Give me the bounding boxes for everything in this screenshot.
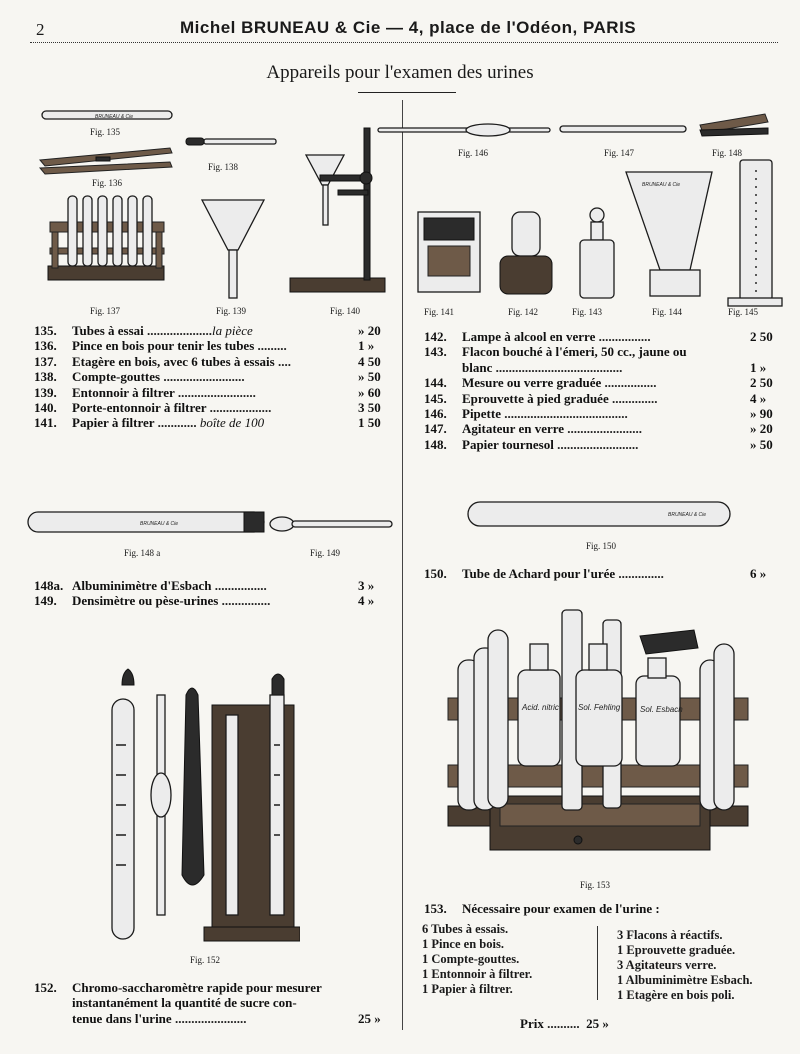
caption-fig-147: Fig. 147	[604, 148, 635, 158]
list-item: blanc ....................................... 1 »	[462, 359, 767, 375]
mid-illustrations	[0, 500, 800, 550]
test-tube-illustration	[42, 111, 172, 120]
price-list-right	[424, 329, 784, 452]
reagent-label-fehling: Sol. Fehling	[578, 703, 621, 712]
price-list-item-152: 152. Chromo-saccharomètre rapide pour mesurer instantanément la quantité de sucre con- tenue dans l'urine ...................... 25 »	[34, 980, 392, 1026]
funnel-illustration	[202, 200, 264, 298]
kit-item: 3 Flacons à réactifs.	[617, 928, 723, 942]
list-item: 140. Porte-entonnoir à filtrer ................... 3 50	[34, 400, 381, 416]
list-item: 143. Flacon bouché à l'émeri, 50 cc., jaune ou	[424, 344, 687, 360]
caption-fig-137: Fig. 137	[90, 306, 121, 316]
page-title: Appareils pour l'examen des urines	[266, 62, 534, 83]
alcohol-lamp-illustration	[500, 212, 552, 294]
funnel-holder-illustration	[290, 128, 385, 292]
price-list-item-153	[424, 901, 784, 916]
kit-brace	[597, 926, 598, 1000]
kit-item: 6 Tubes à essais.	[422, 922, 509, 936]
caption-fig-142: Fig. 142	[508, 307, 539, 317]
reagent-label-esbach: Sol. Esbach	[640, 705, 683, 714]
kit-item: 1 Albuminimètre Esbach.	[617, 973, 753, 987]
list-item: 147. Agitateur en verre ....................... » 20	[424, 421, 773, 437]
list-item: 148. Papier tournesol ......................... » 50	[424, 436, 773, 452]
kit-item: 1 Papier à filtrer.	[422, 982, 513, 996]
graduated-cylinder-illustration	[728, 160, 782, 306]
kit-item: 1 Etagère en bois poli.	[617, 988, 735, 1002]
list-item: 148a. Albuminimètre d'Esbach ................ 3 »	[34, 578, 375, 593]
caption-fig-146: Fig. 146	[458, 148, 489, 158]
list-item: 144. Mesure ou verre graduée ................ 2 50	[424, 375, 773, 391]
densimeter-illustration	[270, 517, 392, 531]
kit-item: 3 Agitateurs verre.	[617, 958, 717, 972]
caption-fig-135: Fig. 135	[90, 127, 121, 137]
list-item: 150. Tube de Achard pour l'urée .............. 6 »	[424, 566, 767, 581]
filter-paper-box-illustration	[418, 212, 480, 292]
header-rule	[30, 42, 778, 43]
kit-item: 1 Eprouvette graduée.	[617, 943, 736, 957]
caption-fig-145: Fig. 145	[728, 307, 759, 317]
achard-tube-illustration	[468, 502, 730, 526]
tube-label-148a: BRUNEAU & Cie	[140, 521, 179, 527]
caption-fig-152: Fig. 152	[190, 955, 221, 965]
caption-fig-138: Fig. 138	[208, 162, 239, 172]
list-item: 141. Papier à filtrer ............ boîte de 100 1 50	[34, 415, 381, 431]
caption-fig-136: Fig. 136	[92, 178, 123, 188]
urine-kit-illustration	[440, 600, 770, 875]
saccharometer-illustration	[100, 665, 300, 950]
kit-item: 1 Compte-gouttes.	[422, 952, 520, 966]
kit-contents-col-2	[617, 928, 792, 1003]
caption-fig-139: Fig. 139	[216, 306, 247, 316]
tube-rack-illustration	[48, 196, 164, 280]
kit-item: 1 Pince en bois.	[422, 937, 504, 951]
list-item: 135. Tubes à essai ....................la pièce » 20	[34, 323, 381, 338]
list-item: 142. Lampe à alcool en verre ................ 2 50	[424, 329, 773, 344]
graduated-measure-illustration	[626, 172, 712, 296]
litmus-paper-illustration	[700, 114, 768, 136]
kit-price: 25 »	[586, 1016, 609, 1031]
price-list-left-2	[34, 578, 392, 609]
stoppered-flask-illustration	[580, 208, 614, 298]
caption-fig-150: Fig. 150	[586, 541, 617, 551]
albuminimeter-illustration	[28, 512, 264, 532]
caption-fig-148: Fig. 148	[712, 148, 743, 158]
caption-fig-144: Fig. 144	[652, 307, 683, 317]
list-item: 137. Etagère en bois, avec 6 tubes à essais .... 4 50	[34, 353, 381, 369]
caption-fig-141: Fig. 141	[424, 307, 455, 317]
tube-label-135: BRUNEAU & Cie	[95, 114, 134, 120]
kit-price-label: Prix	[520, 1016, 544, 1031]
list-item: 146. Pipette ...................................... » 90	[424, 406, 773, 422]
caption-fig-143: Fig. 143	[572, 307, 603, 317]
reagent-label-acid: Acid. nitric	[522, 703, 559, 712]
caption-fig-153: Fig. 153	[580, 880, 611, 890]
caption-fig-149: Fig. 149	[310, 548, 341, 558]
stirring-rod-illustration	[560, 126, 686, 132]
price-list-left	[34, 323, 392, 431]
kit-contents-col-1	[422, 922, 602, 997]
list-item: 138. Compte-gouttes ......................... » 50	[34, 369, 381, 385]
tube-label-144: BRUNEAU & Cie	[642, 182, 681, 188]
dropper-illustration	[186, 138, 276, 145]
list-item: 153. Nécessaire pour examen de l'urine :	[424, 901, 660, 916]
caption-fig-148a: Fig. 148 a	[124, 548, 161, 558]
pipette-illustration	[378, 124, 550, 136]
list-item: 136. Pince en bois pour tenir les tubes ......... 1 »	[34, 338, 375, 354]
publisher-line: Michel BRUNEAU & Cie — 4, place de l'Odéon, PARIS	[180, 18, 637, 37]
wooden-tongs-illustration	[40, 148, 172, 174]
list-item: 139. Entonnoir à filtrer ........................ » 60	[34, 384, 381, 400]
kit-price-line: Prix .......... 25 »	[520, 1016, 609, 1031]
caption-fig-140: Fig. 140	[330, 306, 361, 316]
list-item: 145. Eprouvette à pied graduée .............. 4 »	[424, 390, 767, 406]
tube-label-150: BRUNEAU & Cie	[668, 512, 707, 518]
kit-item: 1 Entonnoir à filtrer.	[422, 967, 533, 981]
title-underline	[358, 92, 456, 93]
list-item: 149. Densimètre ou pèse-urines ............... 4 »	[34, 593, 375, 609]
list-item: 152. Chromo-saccharomètre rapide pour mesurer	[34, 980, 322, 995]
page-number: 2	[36, 20, 45, 39]
price-list-item-150	[424, 566, 784, 581]
